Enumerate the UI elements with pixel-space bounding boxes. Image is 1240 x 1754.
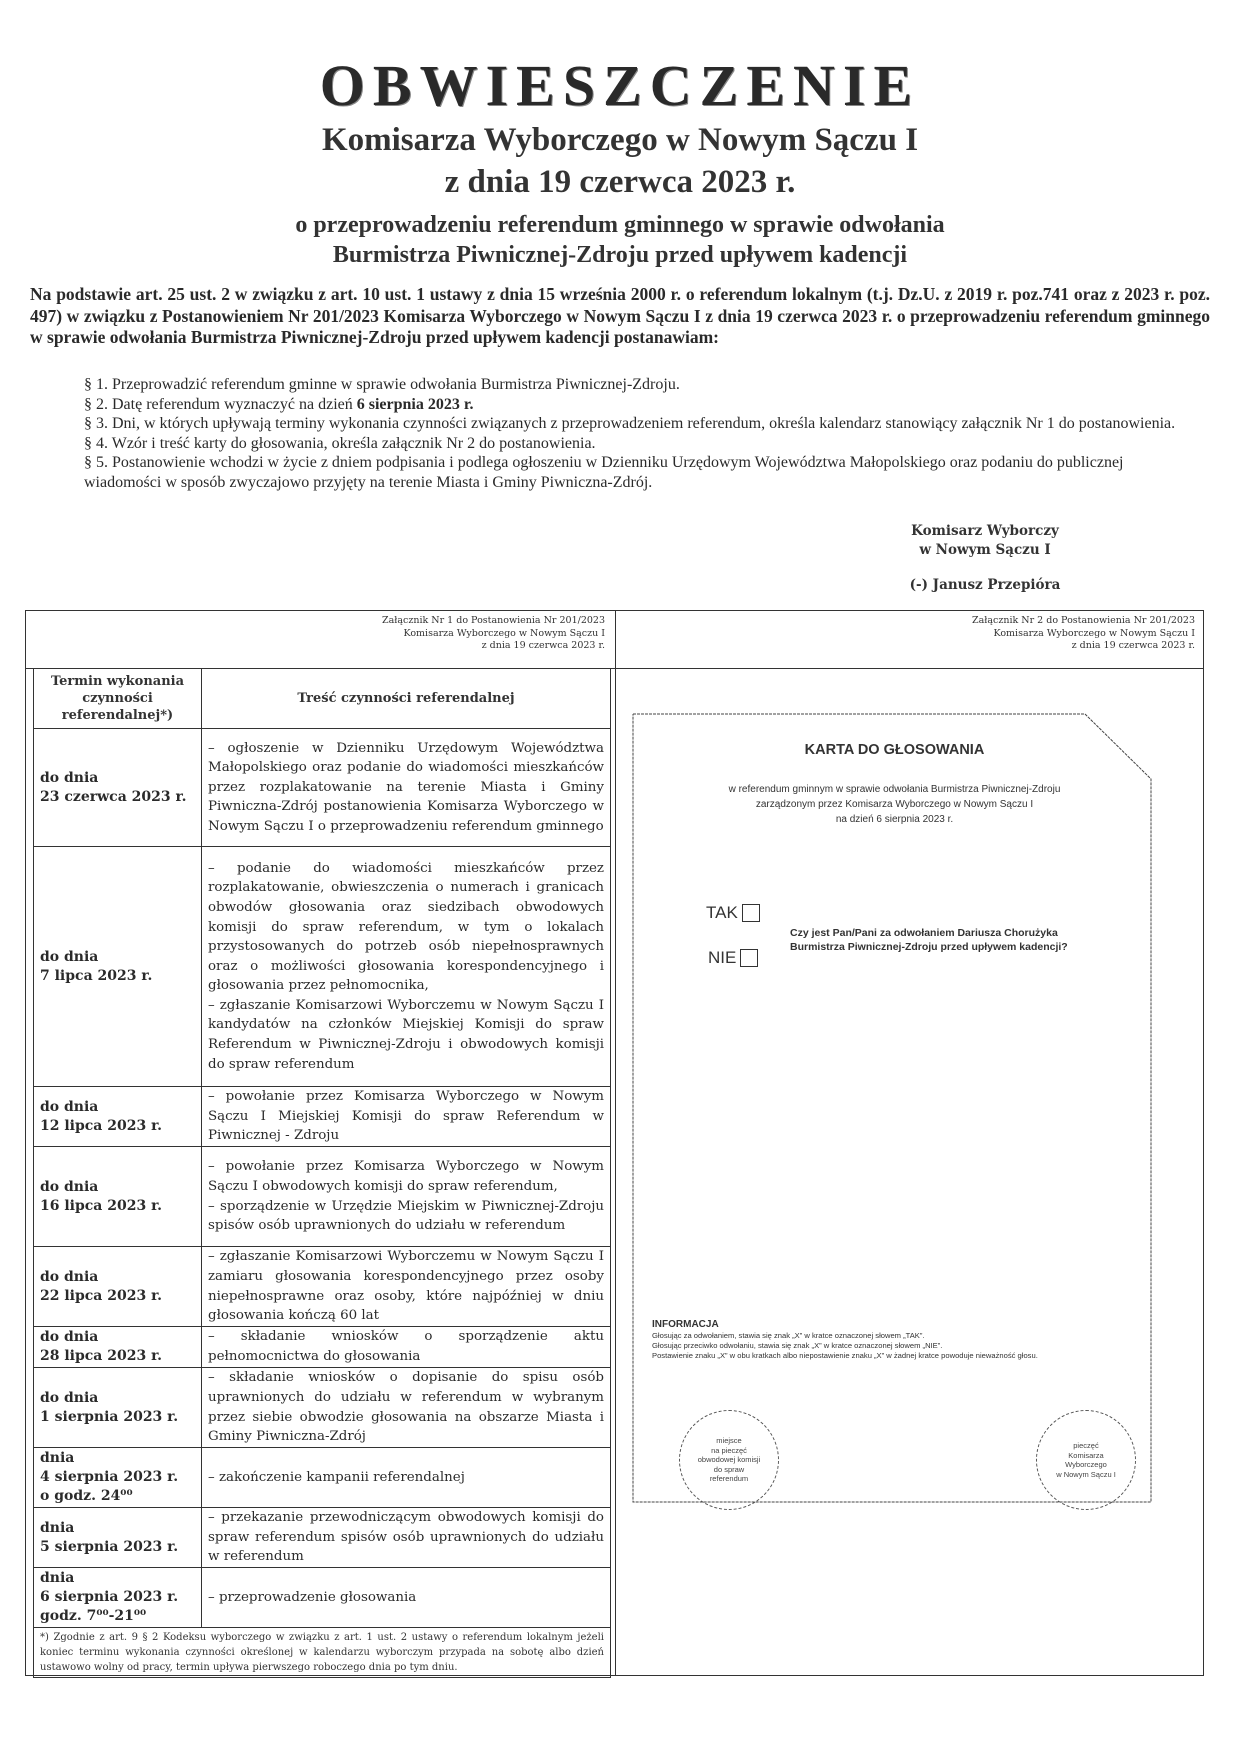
column-header-activity: Treść czynności referendalnej	[202, 669, 611, 729]
activity-cell: – zgłaszanie Komisarzowi Wyborczemu w Nowym Sączu I zamiaru głosowania korespondencyjnego przez osoby niepełnosprawne oraz osoby, które najpóźniej w dniu głosowania kończą 60 lat	[202, 1247, 611, 1327]
option-no-label: NIE	[708, 948, 737, 967]
paragraph-number: § 4.	[84, 434, 108, 452]
deadline-date: 12 lipca 2023 r.	[40, 1117, 163, 1134]
deadline-date: 1 sierpnia 2023 r.	[40, 1408, 179, 1425]
table-row	[34, 1087, 611, 1147]
paragraph-text: Przeprowadzić referendum gminne w sprawie odwołania Burmistrza Piwnicznej-Zdroju.	[112, 376, 680, 393]
deadline-cell	[34, 1147, 202, 1247]
ballot-title: KARTA DO GŁOSOWANIA	[804, 742, 985, 758]
information-line: Głosując za odwołaniem, stawia się znak „X” w kratce oznaczonej słowem „TAK”.	[652, 1331, 925, 1340]
question-line: Czy jest Pan/Pani za odwołaniem Dariusza Chorużyka	[790, 927, 1058, 939]
activity-cell	[202, 1147, 611, 1247]
activity-cell: – przekazanie przewodniczącym obwodowych komisji do spraw referendum spisów osób uprawnionych do udziału w referendum	[202, 1508, 611, 1568]
annex-1-line: Komisarza Wyborczego w Nowym Sączu I	[403, 627, 605, 639]
deadline-prefix: do dnia	[40, 1329, 99, 1345]
ballot-question	[790, 926, 1150, 954]
activity-item: – sporządzenie w Urzędzie Miejskim w Piwnicznej-Zdroju spisów osób uprawnionych do udziału w referendum	[208, 1198, 604, 1234]
paragraph-3	[84, 414, 1194, 434]
signature-title: Komisarz Wyborczy	[911, 523, 1059, 539]
activity-item: – powołanie przez Komisarza Wyborczego w Nowym Sączu I obwodowych komisji do spraw referendum,	[208, 1159, 604, 1194]
paragraph-number: § 1.	[84, 376, 108, 393]
annex-2-line: z dnia 19 czerwca 2023 r.	[1071, 640, 1195, 651]
activity-cell: – ogłoszenie w Dzienniku Urzędowym Województwa Małopolskiego oraz podanie do wiadomości mieszkańców przez rozplakatowanie na terenie Miasta i Gminy Piwniczna-Zdrój postanowienia Komisarza Wyborczego w Nowym Sączu I o przeprowadzeniu referendum gminnego	[202, 729, 611, 847]
paragraph-number: § 2.	[84, 395, 108, 413]
table-row	[34, 1448, 611, 1508]
signature-block	[870, 522, 1100, 595]
deadline-prefix: do dnia	[40, 1268, 99, 1285]
information-line: Postawienie znaku „X” w obu kratkach albo niepostawienie znaku „X” w żadnej kratce powoduje nieważność głosu.	[652, 1351, 1038, 1360]
authority-line: Komisarza Wyborczego w Nowym Sączu I	[321, 122, 919, 158]
stamp-text: miejsce	[716, 1436, 742, 1446]
option-yes[interactable]	[706, 903, 760, 923]
deadline-cell	[34, 1327, 202, 1368]
deadline-date: 22 lipca 2023 r.	[40, 1287, 163, 1304]
deadline-prefix: do dnia	[40, 1098, 99, 1115]
deadline-cell	[34, 1247, 202, 1327]
deadline-date: 7 lipca 2023 r.	[40, 967, 153, 984]
stamp-text: Komisarza	[1068, 1450, 1104, 1460]
referendum-date: 6 sierpnia 2023 r.	[356, 395, 474, 413]
signature-name: (-) Janusz Przepióra	[909, 577, 1061, 593]
deadline-date: 4 sierpnia 2023 r.	[40, 1469, 179, 1485]
deadline-prefix: do dnia	[40, 1178, 99, 1195]
ballot-card-frame	[632, 713, 1153, 1503]
activity-cell: – przeprowadzenie głosowania	[202, 1568, 611, 1628]
information-line: Głosując przeciwko odwołaniu, stawia się znak „X” w kratce oznaczonej słowem „NIE”.	[652, 1341, 943, 1350]
annex-2-line: Załącznik Nr 2 do Postanowienia Nr 201/2023	[972, 615, 1195, 626]
activity-cell	[202, 847, 611, 1087]
deadline-prefix: do dnia	[40, 1389, 99, 1406]
paragraph-4	[84, 434, 1194, 454]
table-row	[34, 1568, 611, 1628]
table-row	[34, 1327, 611, 1368]
ballot-information	[652, 1319, 1172, 1361]
ballot-subtitle-line: w referendum gminnym w sprawie odwołania Burmistrza Piwnicznej-Zdroju	[728, 784, 1061, 795]
page-title: OBWIESZCZENIE	[319, 53, 921, 118]
subject-line-2: Burmistrza Piwnicznej-Zdroju przed upływem kadencji	[332, 242, 908, 268]
table-row	[34, 1508, 611, 1568]
annex-1-label	[300, 615, 605, 653]
table-row	[34, 1247, 611, 1327]
attachments-divider	[615, 610, 616, 1676]
stamp-text: Wyborczego	[1065, 1460, 1107, 1469]
activity-cell: – zakończenie kampanii referendalnej	[202, 1448, 611, 1508]
stamp-text: na pieczęć	[711, 1445, 747, 1455]
deadline-cell	[34, 1368, 202, 1448]
deadline-prefix: dnia	[40, 1519, 75, 1536]
deadline-date: 28 lipca 2023 r.	[40, 1348, 163, 1364]
subject-line-1: o przeprowadzeniu referendum gminnego w sprawie odwołania	[295, 212, 945, 238]
paragraph-5	[84, 453, 1194, 492]
stamp-text: referendum	[709, 1474, 749, 1484]
paragraph-list	[84, 375, 1194, 493]
paragraph-number: § 5.	[84, 454, 108, 472]
annex-1-line: Załącznik Nr 1 do Postanowienia Nr 201/2023	[382, 615, 605, 626]
subject	[0, 210, 1240, 270]
stamp-text: obwodowej komisji	[697, 1455, 761, 1465]
deadline-date: 23 czerwca 2023 r.	[40, 788, 187, 805]
deadline-cell	[34, 1568, 202, 1628]
deadline-prefix: dnia	[40, 1450, 75, 1466]
annex-2-line: Komisarza Wyborczego w Nowym Sączu I	[993, 627, 1195, 639]
deadline-cell	[34, 729, 202, 847]
annex-2-label	[880, 615, 1195, 653]
deadline-cell	[34, 1087, 202, 1147]
deadline-date: 6 sierpnia 2023 r.	[40, 1589, 179, 1605]
annex-1-line: z dnia 19 czerwca 2023 r.	[481, 640, 605, 651]
activity-cell: – składanie wniosków o dopisanie do spisu osób uprawnionych do udziału w referendum w wybranym przez siebie obwodzie głosowania na obszarze Miasta i Gminy Piwniczna-Zdrój	[202, 1368, 611, 1448]
footnote: *) Zgodnie z art. 9 § 2 Kodeksu wyborczego w związku z art. 1 ust. 2 ustawy o referendum lokalnym jeżeli koniec terminu wykonania czynności określonej w kalendarzu wyborczym przypada na sobotę albo dzień ustawowo wolny od pracy, termin upływa pierwszego roboczego dnia po tym dniu.	[34, 1628, 611, 1678]
table-row	[34, 1368, 611, 1448]
activity-item: – zgłaszanie Komisarzowi Wyborczemu w Nowym Sączu I kandydatów na członków Miejskiej Komisji do spraw Referendum w Piwnicznej-Zdroju i obwodowych komisji do spraw referendum	[208, 997, 604, 1072]
activity-cell: – powołanie przez Komisarza Wyborczego w Nowym Sączu I Miejskiej Komisji do spraw Referendum w Piwnicznej - Zdroju	[202, 1087, 611, 1147]
paragraph-2	[84, 395, 1194, 415]
deadline-time: godz. 7⁰⁰-21⁰⁰	[40, 1608, 147, 1624]
question-line: Burmistrza Piwnicznej-Zdroju przed upływem kadencji?	[790, 941, 1068, 953]
deadline-time: o godz. 24⁰⁰	[40, 1488, 133, 1504]
stamp-text: do spraw	[713, 1464, 745, 1474]
referendum-calendar-table	[33, 668, 611, 1678]
paragraph-text: Datę referendum wyznaczyć na dzień	[112, 395, 357, 413]
table-header-row	[34, 669, 611, 729]
ballot-subtitle-line: na dzień 6 sierpnia 2023 r.	[835, 814, 954, 825]
column-header-deadline: Termin wykonania czynności referendalnej*)	[34, 669, 202, 729]
checkbox-yes[interactable]	[742, 904, 760, 922]
deadline-cell	[34, 1448, 202, 1508]
paragraph-text: Wzór i treść karty do głosowania, określa załącznik Nr 2 do postanowienia.	[111, 434, 596, 452]
information-title: INFORMACJA	[652, 1319, 719, 1330]
checkbox-no[interactable]	[740, 949, 758, 967]
ballot-subtitle-line: zarządzonym przez Komisarza Wyborczego w Nowym Sączu I	[755, 799, 1034, 810]
deadline-cell	[34, 847, 202, 1087]
activity-item: – podanie do wiadomości mieszkańców przez rozplakatowanie, obwieszczenia o numerach i granicach obwodów głosowania oraz siedzibach obwodowych komisji do spraw referendum, w tym o lokalach przystosowanych do potrzeb osób niepełnosprawnych oraz o możliwości głosowania korespondencyjnego i głosowania przez pełnomocnika,	[208, 860, 604, 994]
legal-basis-intro: Na podstawie art. 25 ust. 2 w związku z art. 10 ust. 1 ustawy z dnia 15 września 2000 r. o referendum lokalnym (t.j. Dz.U. z 2019 r. poz.741 oraz z 2023 r. poz. 497) w związku z Postanowieniem Nr 201/2023 Komisarza Wyborczego w Nowym Sączu I z dnia 19 czerwca 2023 r. o przeprowadzeniu referendum gminnego w sprawie odwołania Burmistrza Piwnicznej-Zdroju przed upływem kadencji postanawiam:	[30, 284, 1210, 347]
paragraph-text: Postanowienie wchodzi w życie z dniem podpisania i podlega ogłoszeniu w Dzienniku Urzędowym Województwa Małopolskiego oraz podaniu do publicznej wiadomości w sposób zwyczajowo przyjęty na terenie Miasta i Gminy Piwniczna-Zdrój.	[84, 454, 1124, 491]
option-yes-label: TAK	[706, 903, 738, 922]
paragraph-1	[84, 375, 1194, 395]
table-row	[34, 1147, 611, 1247]
paragraph-number: § 3.	[84, 415, 108, 433]
stamp-text: w Nowym Sączu I	[1056, 1469, 1116, 1479]
signature-office: w Nowym Sączu I	[919, 542, 1051, 558]
deadline-date: 16 lipca 2023 r.	[40, 1197, 163, 1214]
footnote-row	[34, 1628, 611, 1678]
deadline-cell	[34, 1508, 202, 1568]
deadline-prefix: dnia	[40, 1570, 75, 1586]
deadline-prefix: do dnia	[40, 769, 99, 786]
table-row	[34, 729, 611, 847]
option-no[interactable]	[708, 948, 758, 968]
date-line: z dnia 19 czerwca 2023 r.	[444, 164, 796, 200]
ballot-border-icon	[632, 713, 1153, 1503]
deadline-date: 5 sierpnia 2023 r.	[40, 1538, 179, 1555]
paragraph-text: Dni, w których upływają terminy wykonania czynności związanych z przeprowadzeniem referendum, określa kalendarz stanowiący załącznik Nr 1 do postanowienia.	[112, 415, 1176, 433]
stamp-text: pieczęć	[1073, 1441, 1099, 1450]
commissioner-stamp-placeholder	[1036, 1410, 1136, 1510]
deadline-prefix: do dnia	[40, 948, 99, 965]
ballot-subtitle	[632, 782, 1157, 827]
commission-stamp-placeholder	[679, 1410, 779, 1510]
activity-cell: – składanie wniosków o sporządzenie aktu pełnomocnictwa do głosowania	[202, 1327, 611, 1368]
table-row	[34, 847, 611, 1087]
